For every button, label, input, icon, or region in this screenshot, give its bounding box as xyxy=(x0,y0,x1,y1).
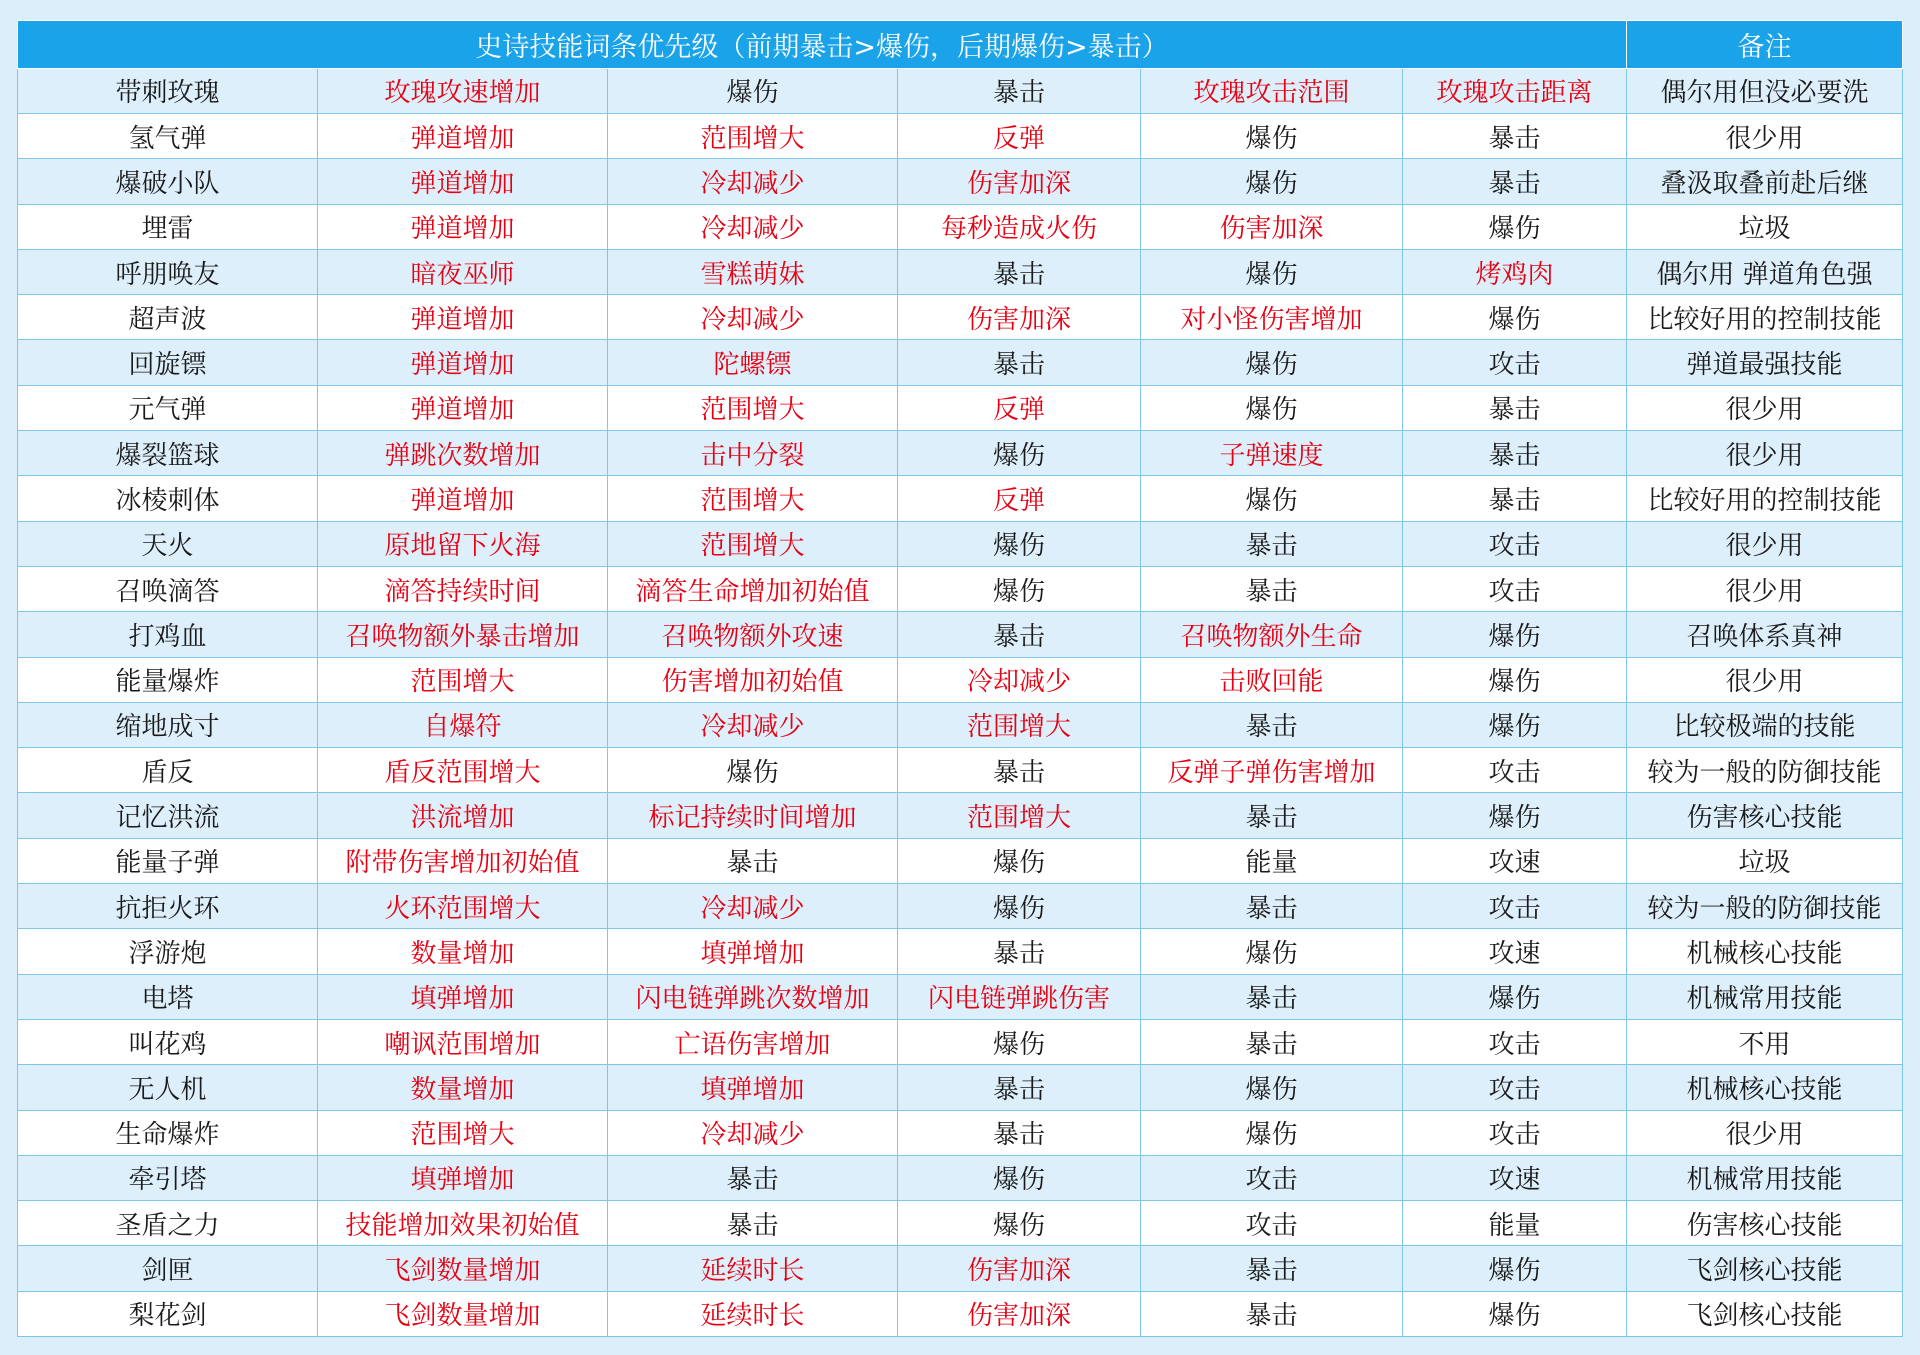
note-cell: 伤害核心技能 xyxy=(1627,1201,1903,1246)
priority-cell-2: 暴击 xyxy=(608,838,898,883)
priority-cell-3: 爆伤 xyxy=(898,884,1141,929)
priority-cell-1: 飞剑数量增加 xyxy=(318,1246,608,1291)
skill-name-cell: 氢气弹 xyxy=(18,113,318,158)
table-row xyxy=(18,113,1903,158)
priority-cell-3: 爆伤 xyxy=(898,431,1141,476)
skill-name-cell: 呼朋唤友 xyxy=(18,249,318,294)
priority-cell-4: 爆伤 xyxy=(1141,476,1403,521)
priority-cell-3: 伤害加深 xyxy=(898,1246,1141,1291)
skill-name-cell: 无人机 xyxy=(18,1065,318,1110)
priority-cell-4: 攻击 xyxy=(1141,1201,1403,1246)
priority-cell-2: 填弹增加 xyxy=(608,929,898,974)
priority-cell-1: 数量增加 xyxy=(318,929,608,974)
skill-name-cell: 抗拒火环 xyxy=(18,884,318,929)
priority-cell-2: 延续时长 xyxy=(608,1246,898,1291)
priority-cell-1: 范围增大 xyxy=(318,657,608,702)
priority-cell-5: 爆伤 xyxy=(1403,295,1627,340)
skill-name-cell: 记忆洪流 xyxy=(18,793,318,838)
table-row xyxy=(18,431,1903,476)
priority-cell-2: 范围增大 xyxy=(608,521,898,566)
skill-name-cell: 超声波 xyxy=(18,295,318,340)
note-cell: 飞剑核心技能 xyxy=(1627,1246,1903,1291)
priority-cell-5: 攻击 xyxy=(1403,521,1627,566)
priority-cell-5: 攻速 xyxy=(1403,838,1627,883)
priority-cell-1: 原地留下火海 xyxy=(318,521,608,566)
table-row xyxy=(18,159,1903,204)
priority-cell-2: 击中分裂 xyxy=(608,431,898,476)
table-row xyxy=(18,1246,1903,1291)
priority-cell-1: 弹道增加 xyxy=(318,204,608,249)
skill-name-cell: 打鸡血 xyxy=(18,612,318,657)
note-cell: 很少用 xyxy=(1627,566,1903,611)
priority-cell-2: 亡语伤害增加 xyxy=(608,1019,898,1064)
priority-cell-3: 伤害加深 xyxy=(898,1291,1141,1336)
priority-cell-5: 攻击 xyxy=(1403,1065,1627,1110)
skill-name-cell: 浮游炮 xyxy=(18,929,318,974)
table-row xyxy=(18,702,1903,747)
note-cell: 垃圾 xyxy=(1627,838,1903,883)
skill-name-cell: 牵引塔 xyxy=(18,1155,318,1200)
priority-cell-2: 冷却减少 xyxy=(608,1110,898,1155)
skill-name-cell: 冰棱刺体 xyxy=(18,476,318,521)
table-row xyxy=(18,1291,1903,1336)
priority-cell-4: 能量 xyxy=(1141,838,1403,883)
priority-cell-2: 雪糕萌妹 xyxy=(608,249,898,294)
priority-cell-4: 子弹速度 xyxy=(1141,431,1403,476)
priority-cell-2: 召唤物额外攻速 xyxy=(608,612,898,657)
priority-cell-2: 闪电链弹跳次数增加 xyxy=(608,974,898,1019)
priority-cell-3: 爆伤 xyxy=(898,1155,1141,1200)
priority-cell-2: 冷却减少 xyxy=(608,702,898,747)
table-row xyxy=(18,612,1903,657)
note-cell: 比较好用的控制技能 xyxy=(1627,295,1903,340)
note-cell: 很少用 xyxy=(1627,113,1903,158)
priority-cell-1: 弹道增加 xyxy=(318,385,608,430)
priority-cell-5: 爆伤 xyxy=(1403,1291,1627,1336)
priority-cell-4: 暴击 xyxy=(1141,974,1403,1019)
skill-name-cell: 爆裂篮球 xyxy=(18,431,318,476)
skill-name-cell: 能量子弹 xyxy=(18,838,318,883)
priority-cell-1: 弹道增加 xyxy=(318,476,608,521)
priority-cell-4: 暴击 xyxy=(1141,1246,1403,1291)
priority-cell-1: 填弹增加 xyxy=(318,1155,608,1200)
priority-cell-5: 烤鸡肉 xyxy=(1403,249,1627,294)
table-row xyxy=(18,476,1903,521)
priority-cell-3: 范围增大 xyxy=(898,793,1141,838)
skill-name-cell: 元气弹 xyxy=(18,385,318,430)
priority-cell-3: 暴击 xyxy=(898,1065,1141,1110)
priority-cell-3: 闪电链弹跳伤害 xyxy=(898,974,1141,1019)
priority-cell-1: 洪流增加 xyxy=(318,793,608,838)
priority-cell-2: 填弹增加 xyxy=(608,1065,898,1110)
table-body xyxy=(18,21,1903,1337)
priority-cell-3: 暴击 xyxy=(898,1110,1141,1155)
priority-cell-5: 攻速 xyxy=(1403,929,1627,974)
note-cell: 机械常用技能 xyxy=(1627,974,1903,1019)
priority-cell-4: 爆伤 xyxy=(1141,929,1403,974)
skill-name-cell: 缩地成寸 xyxy=(18,702,318,747)
priority-cell-1: 弹道增加 xyxy=(318,159,608,204)
priority-cell-4: 暴击 xyxy=(1141,1291,1403,1336)
note-cell: 机械核心技能 xyxy=(1627,929,1903,974)
table-row xyxy=(18,793,1903,838)
skill-name-cell: 剑匣 xyxy=(18,1246,318,1291)
priority-cell-5: 暴击 xyxy=(1403,159,1627,204)
note-cell: 叠汲取叠前赴后继 xyxy=(1627,159,1903,204)
priority-cell-2: 范围增大 xyxy=(608,476,898,521)
priority-cell-2: 暴击 xyxy=(608,1155,898,1200)
priority-cell-2: 爆伤 xyxy=(608,748,898,793)
priority-cell-4: 暴击 xyxy=(1141,702,1403,747)
priority-cell-2: 范围增大 xyxy=(608,113,898,158)
priority-cell-1: 玫瑰攻速增加 xyxy=(318,68,608,113)
skill-name-cell: 召唤滴答 xyxy=(18,566,318,611)
priority-cell-1: 范围增大 xyxy=(318,1110,608,1155)
note-cell: 很少用 xyxy=(1627,385,1903,430)
table-row xyxy=(18,385,1903,430)
priority-cell-3: 反弹 xyxy=(898,385,1141,430)
priority-cell-4: 暴击 xyxy=(1141,1019,1403,1064)
priority-cell-1: 弹道增加 xyxy=(318,295,608,340)
priority-cell-2: 陀螺镖 xyxy=(608,340,898,385)
priority-cell-2: 冷却减少 xyxy=(608,295,898,340)
priority-cell-5: 攻击 xyxy=(1403,1019,1627,1064)
priority-cell-2: 暴击 xyxy=(608,1201,898,1246)
priority-cell-2: 滴答生命增加初始值 xyxy=(608,566,898,611)
priority-cell-1: 盾反范围增大 xyxy=(318,748,608,793)
priority-cell-2: 延续时长 xyxy=(608,1291,898,1336)
priority-cell-1: 火环范围增大 xyxy=(318,884,608,929)
priority-cell-2: 冷却减少 xyxy=(608,204,898,249)
priority-cell-5: 攻击 xyxy=(1403,340,1627,385)
priority-cell-4: 爆伤 xyxy=(1141,249,1403,294)
priority-cell-1: 弹道增加 xyxy=(318,340,608,385)
priority-cell-2: 伤害增加初始值 xyxy=(608,657,898,702)
priority-cell-1: 嘲讽范围增加 xyxy=(318,1019,608,1064)
priority-cell-3: 暴击 xyxy=(898,68,1141,113)
priority-cell-4: 暴击 xyxy=(1141,793,1403,838)
table-row xyxy=(18,884,1903,929)
note-cell: 很少用 xyxy=(1627,521,1903,566)
priority-cell-5: 攻速 xyxy=(1403,1155,1627,1200)
note-cell: 垃圾 xyxy=(1627,204,1903,249)
priority-cell-5: 爆伤 xyxy=(1403,204,1627,249)
skill-priority-table xyxy=(17,20,1903,1337)
note-cell: 召唤体系真神 xyxy=(1627,612,1903,657)
note-cell: 飞剑核心技能 xyxy=(1627,1291,1903,1336)
priority-cell-3: 爆伤 xyxy=(898,1201,1141,1246)
priority-cell-4: 攻击 xyxy=(1141,1155,1403,1200)
table-row xyxy=(18,295,1903,340)
priority-cell-5: 暴击 xyxy=(1403,113,1627,158)
skill-name-cell: 叫花鸡 xyxy=(18,1019,318,1064)
skill-name-cell: 埋雷 xyxy=(18,204,318,249)
priority-cell-3: 反弹 xyxy=(898,113,1141,158)
priority-cell-5: 暴击 xyxy=(1403,431,1627,476)
priority-cell-4: 反弹子弹伤害增加 xyxy=(1141,748,1403,793)
table-row xyxy=(18,1201,1903,1246)
skill-name-cell: 天火 xyxy=(18,521,318,566)
priority-cell-5: 玫瑰攻击距离 xyxy=(1403,68,1627,113)
priority-cell-5: 爆伤 xyxy=(1403,793,1627,838)
priority-cell-1: 填弹增加 xyxy=(318,974,608,1019)
table-row xyxy=(18,657,1903,702)
priority-cell-3: 暴击 xyxy=(898,748,1141,793)
header-row xyxy=(18,21,1903,69)
priority-cell-2: 范围增大 xyxy=(608,385,898,430)
table-row xyxy=(18,974,1903,1019)
skill-name-cell: 盾反 xyxy=(18,748,318,793)
table-title: 史诗技能词条优先级（前期暴击>爆伤，后期爆伤>暴击） xyxy=(18,21,1627,69)
priority-cell-5: 攻击 xyxy=(1403,748,1627,793)
priority-cell-5: 爆伤 xyxy=(1403,657,1627,702)
table-row xyxy=(18,204,1903,249)
note-cell: 不用 xyxy=(1627,1019,1903,1064)
skill-name-cell: 梨花剑 xyxy=(18,1291,318,1336)
priority-cell-1: 弹跳次数增加 xyxy=(318,431,608,476)
note-header: 备注 xyxy=(1627,21,1903,69)
note-cell: 很少用 xyxy=(1627,431,1903,476)
note-cell: 偶尔用但没必要洗 xyxy=(1627,68,1903,113)
priority-cell-3: 范围增大 xyxy=(898,702,1141,747)
note-cell: 很少用 xyxy=(1627,1110,1903,1155)
note-cell: 伤害核心技能 xyxy=(1627,793,1903,838)
priority-cell-4: 爆伤 xyxy=(1141,1065,1403,1110)
note-cell: 弹道最强技能 xyxy=(1627,340,1903,385)
priority-cell-4: 击败回能 xyxy=(1141,657,1403,702)
priority-cell-2: 标记持续时间增加 xyxy=(608,793,898,838)
priority-cell-1: 暗夜巫师 xyxy=(318,249,608,294)
priority-cell-3: 爆伤 xyxy=(898,521,1141,566)
priority-cell-4: 玫瑰攻击范围 xyxy=(1141,68,1403,113)
skill-name-cell: 电塔 xyxy=(18,974,318,1019)
table-row xyxy=(18,748,1903,793)
priority-cell-5: 爆伤 xyxy=(1403,974,1627,1019)
priority-cell-2: 冷却减少 xyxy=(608,884,898,929)
table-row xyxy=(18,566,1903,611)
priority-cell-3: 爆伤 xyxy=(898,566,1141,611)
priority-cell-4: 伤害加深 xyxy=(1141,204,1403,249)
priority-cell-4: 对小怪伤害增加 xyxy=(1141,295,1403,340)
note-cell: 机械常用技能 xyxy=(1627,1155,1903,1200)
note-cell: 比较极端的技能 xyxy=(1627,702,1903,747)
note-cell: 较为一般的防御技能 xyxy=(1627,884,1903,929)
priority-cell-1: 技能增加效果初始值 xyxy=(318,1201,608,1246)
priority-cell-4: 爆伤 xyxy=(1141,385,1403,430)
priority-cell-3: 伤害加深 xyxy=(898,159,1141,204)
table-row xyxy=(18,340,1903,385)
priority-cell-3: 每秒造成火伤 xyxy=(898,204,1141,249)
priority-cell-3: 冷却减少 xyxy=(898,657,1141,702)
note-cell: 较为一般的防御技能 xyxy=(1627,748,1903,793)
table-row xyxy=(18,249,1903,294)
priority-cell-5: 爆伤 xyxy=(1403,1246,1627,1291)
table-row xyxy=(18,1155,1903,1200)
table-row xyxy=(18,929,1903,974)
priority-cell-4: 暴击 xyxy=(1141,521,1403,566)
note-cell: 比较好用的控制技能 xyxy=(1627,476,1903,521)
note-cell: 很少用 xyxy=(1627,657,1903,702)
table-row xyxy=(18,1019,1903,1064)
priority-cell-1: 召唤物额外暴击增加 xyxy=(318,612,608,657)
priority-cell-3: 暴击 xyxy=(898,340,1141,385)
table-row xyxy=(18,1110,1903,1155)
skill-name-cell: 带刺玫瑰 xyxy=(18,68,318,113)
priority-cell-5: 攻击 xyxy=(1403,884,1627,929)
table-row xyxy=(18,838,1903,883)
priority-cell-4: 暴击 xyxy=(1141,884,1403,929)
table-row xyxy=(18,1065,1903,1110)
priority-cell-3: 暴击 xyxy=(898,249,1141,294)
priority-cell-3: 暴击 xyxy=(898,612,1141,657)
priority-cell-4: 爆伤 xyxy=(1141,113,1403,158)
priority-cell-4: 爆伤 xyxy=(1141,159,1403,204)
priority-cell-3: 爆伤 xyxy=(898,838,1141,883)
skill-name-cell: 圣盾之力 xyxy=(18,1201,318,1246)
priority-cell-4: 爆伤 xyxy=(1141,1110,1403,1155)
priority-cell-5: 攻击 xyxy=(1403,1110,1627,1155)
priority-cell-3: 暴击 xyxy=(898,929,1141,974)
skill-name-cell: 生命爆炸 xyxy=(18,1110,318,1155)
skill-name-cell: 回旋镖 xyxy=(18,340,318,385)
skill-name-cell: 爆破小队 xyxy=(18,159,318,204)
priority-cell-2: 冷却减少 xyxy=(608,159,898,204)
priority-cell-5: 攻击 xyxy=(1403,566,1627,611)
priority-cell-1: 自爆符 xyxy=(318,702,608,747)
priority-cell-4: 暴击 xyxy=(1141,566,1403,611)
table-row xyxy=(18,68,1903,113)
priority-cell-1: 弹道增加 xyxy=(318,113,608,158)
note-cell: 偶尔用 弹道角色强 xyxy=(1627,249,1903,294)
priority-cell-5: 爆伤 xyxy=(1403,702,1627,747)
priority-cell-3: 反弹 xyxy=(898,476,1141,521)
priority-cell-1: 飞剑数量增加 xyxy=(318,1291,608,1336)
priority-cell-5: 暴击 xyxy=(1403,385,1627,430)
priority-cell-1: 附带伤害增加初始值 xyxy=(318,838,608,883)
priority-cell-5: 能量 xyxy=(1403,1201,1627,1246)
priority-cell-2: 爆伤 xyxy=(608,68,898,113)
priority-cell-3: 伤害加深 xyxy=(898,295,1141,340)
table-row xyxy=(18,521,1903,566)
priority-cell-5: 爆伤 xyxy=(1403,612,1627,657)
priority-cell-5: 暴击 xyxy=(1403,476,1627,521)
priority-cell-1: 数量增加 xyxy=(318,1065,608,1110)
note-cell: 机械核心技能 xyxy=(1627,1065,1903,1110)
skill-name-cell: 能量爆炸 xyxy=(18,657,318,702)
priority-cell-1: 滴答持续时间 xyxy=(318,566,608,611)
priority-cell-4: 召唤物额外生命 xyxy=(1141,612,1403,657)
priority-cell-3: 爆伤 xyxy=(898,1019,1141,1064)
priority-cell-4: 爆伤 xyxy=(1141,340,1403,385)
